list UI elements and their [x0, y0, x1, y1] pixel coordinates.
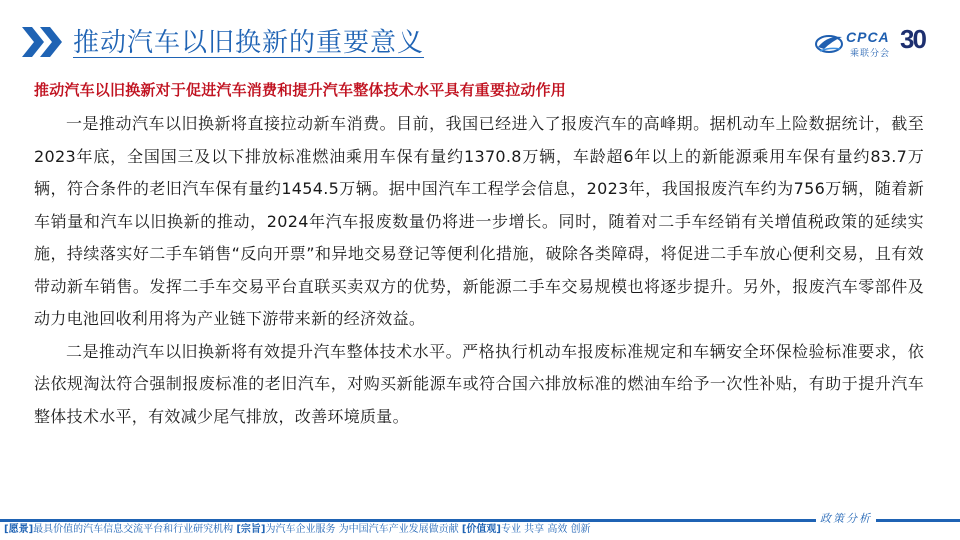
paragraph-new-car-consumption: 一是推动汽车以旧换新将直接拉动新车消费。目前，我国已经进入了报废汽车的高峰期。据机动车上险数据统计，截至2023年底，全国国三及以下排放标准燃油乘用车保有量约1370.8万辆，车龄超6年以上的新能源乘用车保有量约83.7万辆，符合条件的老旧汽车保有量约1454.5万辆。据中国汽车工程学会信息，2023年，我国报废汽车约为756万辆，随着新车销量和汽车以旧换新的推动，2024年汽车报废数量仍将进一步增长。同时，随着对二手车经销有关增值税政策的延续实施，持续落实好二手车销售“反向开票”和异地交易登记等便利化措施，破除各类障碍，将促进二手车放心便利交易，且有效带动新车销售。发挥二手车交易平台直联买卖双方的优势，新能源二手车交易规模也将逐步提升。另外，报废汽车零部件及动力电池回收利用将为产业链下游带来新的经济效益。 — [34, 114, 924, 328]
double-chevron-right-icon — [22, 27, 66, 57]
anniversary-logo — [900, 24, 944, 60]
section-subtitle: 推动汽车以旧换新对于促进汽车消费和提升汽车整体技术水平具有重要拉动作用 — [34, 81, 567, 99]
cpca-chinese-name: 乘联分会 — [850, 49, 891, 59]
values-text: 专业 共享 高效 创新 — [500, 524, 591, 535]
vision-tag: [愿景] — [4, 524, 34, 535]
page-title: 推动汽车以旧换新的重要意义 — [73, 28, 425, 58]
paragraph-technology-level: 二是推动汽车以旧换新将有效提升汽车整体技术水平。严格执行机动车报废标准规定和车辆安全环保检验标准要求，依法依规淘汰符合强制报废标准的老旧汽车，对购买新能源车或符合国六排放标准的燃油车给予一次性补贴，有助于提升汽车整体技术水平，有效减少尾气排放，改善环境质量。 — [34, 341, 924, 426]
values-tag: [价值观] — [461, 524, 501, 535]
anniversary-number: 30 — [900, 24, 925, 54]
vision-text: 最具价值的汽车信息交流平台和行业研究机构 — [33, 524, 234, 535]
footer-slogan — [4, 522, 591, 538]
mission-tag: [宗旨] — [236, 524, 266, 535]
slide-header — [0, 0, 960, 70]
cpca-logo — [814, 27, 894, 59]
cpca-bird-logo-icon — [814, 31, 846, 55]
cpca-abbreviation: CPCA — [846, 29, 890, 45]
slide-content — [34, 79, 924, 433]
mission-text: 为汽车企业服务 为中国汽车产业发展做贡献 — [265, 524, 459, 535]
footer-section-label: 政策分析 — [816, 512, 876, 526]
